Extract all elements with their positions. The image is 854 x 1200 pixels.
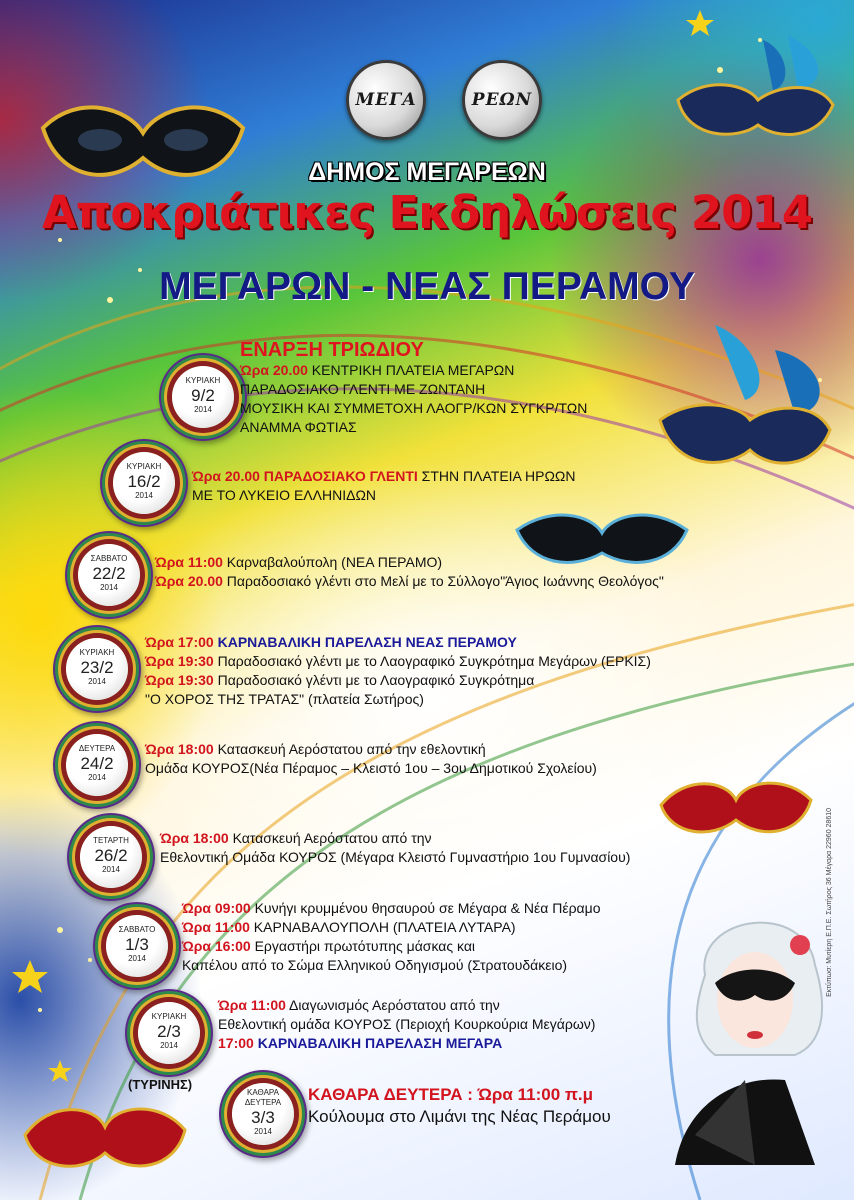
badge-day: ΚΑΘΑΡΑ [247,1088,279,1097]
event-time: Ώρα 20.00 [240,362,308,378]
badge-year: 2014 [160,1041,178,1050]
event-text: Ομάδα ΚΟΥΡΟΣ(Νέα Πέραμος – Κλειστό 1ου – 3ου Δημοτικού Σχολείου) [145,760,597,776]
event-text: Κυνήγι κρυμμένου θησαυρού σε Μέγαρα & Νέα Πέραμο [250,900,601,916]
event-heading: ΕΝΑΡΞΗ ΤΡΙΩΔΙΟΥ [240,339,424,361]
badge-day: ΤΕΤΑΡΤΗ [93,836,129,845]
badge-date: 3/3 [251,1108,275,1127]
badge-date: 22/2 [92,564,126,583]
event-text: Εργαστήρι πρωτότυπης μάσκας και [250,938,476,954]
event-block [240,341,587,437]
event-text: Καπέλου από το Σώμα Ελληνικού Οδηγισμού (Στρατουδάκειο) [182,957,568,973]
badge-day: ΔΕΥΤΕΡΑ [78,744,116,753]
event-text: ΣΤΗΝ ΠΛΑΤΕΙΑ ΗΡΩΩΝ [417,468,576,484]
event-block [308,1084,611,1128]
municipality-logo-right [462,60,542,140]
badge-year: 2014 [194,405,212,414]
event-text: Παραδοσιακό γλέντι με το Λαογραφικό Συγκρότημα Μεγάρων (ΕΡΚΙΣ) [213,653,651,669]
badge-date: 1/3 [125,935,149,954]
date-badge [113,452,175,514]
badge-day: ΣΑΒΒΑΤΟ [90,554,128,563]
red-mask-icon [20,1085,190,1180]
event-time: Ώρα 18:00 [145,741,214,757]
event-text: Καρναβαλούπολη (ΝΕΑ ΠΕΡΑΜΟ) [222,554,443,570]
event-time: ΚΑΘΑΡΑ ΔΕΥΤΕΡΑ : Ώρα 11:00 π.μ [308,1085,594,1104]
event-text: Παραδοσιακό γλέντι στο Μελί με το Σύλλογο"Άγιος Ιωάννης Θεολόγος" [222,573,664,589]
event-time: 17:00 [218,1035,254,1051]
feathered-mask-icon [668,30,838,150]
badge-day: ΚΥΡΙΑΚΗ [79,648,115,657]
event-time: Ώρα 16:00 [182,938,251,954]
event-block [182,899,601,975]
badge-year: 2014 [254,1127,272,1136]
municipality-logo-left [346,60,426,140]
feathered-mask-icon [655,320,835,490]
event-block [218,996,595,1053]
event-time: Ώρα 20.00 ΠΑΡΑΔΟΣΙΑΚΟ ΓΛΕΝΤΙ [192,468,418,484]
badge-year: 2014 [128,954,146,963]
badge-date: 9/2 [191,386,215,405]
event-text: Κατασκευή Αερόστατου από την [228,830,432,846]
badge-day: ΚΥΡΙΑΚΗ [151,1012,187,1021]
badge-date: 26/2 [94,846,128,865]
event-time: Ώρα 20.00 [155,573,223,589]
badge-date: 24/2 [80,754,114,773]
badge-day: ΚΥΡΙΑΚΗ [126,462,162,471]
event-time: Ώρα 18:00 [160,830,229,846]
event-text: ΚΑΡΝΑΒΑΛΟΥΠΟΛΗ (ΠΛΑΤΕΙΑ ΛΥΤΑΡΑ) [249,919,516,935]
badge-year: 2014 [88,677,106,686]
logo-right-text: ΡΕΩΝ [471,90,533,110]
event-block [192,467,576,505]
event-note: (ΤΥΡΙΝΗΣ) [128,1077,193,1092]
date-badge [80,826,142,888]
event-block [145,633,651,709]
date-badge [66,734,128,796]
event-block [155,553,664,591]
event-text: ΚΕΝΤΡΙΚΗ ΠΛΑΤΕΙΑ ΜΕΓΑΡΩΝ [307,362,515,378]
page-subtitle: ΜΕΓΑΡΩΝ - ΝΕΑΣ ΠΕΡΑΜΟΥ [159,265,695,308]
event-text: Παραδοσιακό γλέντι με το Λαογραφικό Συγκρότημα [213,672,535,688]
event-time: Ώρα 17:00 [145,634,214,650]
badge-year: 2014 [135,491,153,500]
event-time: Ώρα 11:00 [218,997,286,1013]
page-title: Αποκριάτικες Εκδηλώσεις 2014 [41,186,813,239]
event-text: Κούλουμα στο Λιμάνι της Νέας Περάμου [308,1107,611,1126]
date-badge [78,544,140,606]
event-text: Εθελοντική ομάδα ΚΟΥΡΟΣ (Περιοχή Κουρκούρια Μεγάρων) [218,1016,596,1032]
badge-year: 2014 [88,773,106,782]
event-text: Διαγωνισμός Αερόστατου από την [285,997,500,1013]
event-text: ΚΑΡΝΑΒΑΛΙΚΗ ΠΑΡΕΛΑΣΗ ΜΕΓΑΡΑ [253,1035,503,1051]
event-block [145,740,597,778]
badge-year: 2014 [102,865,120,874]
event-time: Ώρα 11:00 [155,554,223,570]
date-badge [172,366,234,428]
event-text: ΚΑΡΝΑΒΑΛΙΚΗ ΠΑΡΕΛΑΣΗ ΝΕΑΣ ΠΕΡΑΜΟΥ [213,634,517,650]
municipality-name: ΔΗΜΟΣ ΜΕΓΑΡΕΩΝ [308,158,546,186]
event-text: Κατασκευή Αερόστατου από την εθελοντική [213,741,486,757]
event-text: ΑΝΑΜΜΑ ΦΩΤΙΑΣ [240,419,357,435]
event-time: Ώρα 19:30 [145,653,214,669]
event-block [160,829,630,867]
event-text: "Ο ΧΟΡΟΣ ΤΗΣ ΤΡΑΤΑΣ" (πλατεία Σωτήρος) [145,691,424,707]
badge-day: ΚΥΡΙΑΚΗ [185,376,221,385]
date-badge [232,1083,294,1145]
event-text: ΠΑΡΑΔΟΣΙΑΚΟ ΓΛΕΝΤΙ ΜΕ ΖΩΝΤΑΝΗ [240,381,486,397]
badge-year: 2014 [100,583,118,592]
event-text: ΜΟΥΣΙΚΗ ΚΑΙ ΣΥΜΜΕΤΟΧΗ ΛΑΟΓΡ/ΚΩΝ ΣΥΓΚΡ/ΤΩΝ [240,400,588,416]
badge-date: 23/2 [80,658,114,677]
red-mask-icon [656,765,816,845]
printer-credit: Εκτύπωσ: Μυτίερη Ε.Π.Ε. Σωτήρος 36 Μέγαρα 22960 28610 [826,808,833,997]
date-badge [138,1002,200,1064]
date-badge [106,915,168,977]
event-time: Ώρα 19:30 [145,672,214,688]
badge-date: 2/3 [157,1022,181,1041]
logo-left-text: ΜΕΓΑ [355,90,417,110]
date-badge [66,638,128,700]
badge-date: 16/2 [127,472,161,491]
event-text: Εθελοντική Ομάδα ΚΟΥΡΟΣ (Μέγαρα Κλειστό Γυμναστήριο 1ου Γυμνασίου) [160,849,631,865]
badge-day: ΣΑΒΒΑΤΟ [118,925,156,934]
masked-woman-illustration [675,905,835,1165]
event-text: ΜΕ ΤΟ ΛΥΚΕΙΟ ΕΛΛΗΝΙΔΩΝ [192,487,377,503]
event-time: Ώρα 09:00 [182,900,251,916]
event-time: Ώρα 11:00 [182,919,250,935]
badge-day-2: ΔΕΥΤΕΡΑ [244,1098,282,1107]
